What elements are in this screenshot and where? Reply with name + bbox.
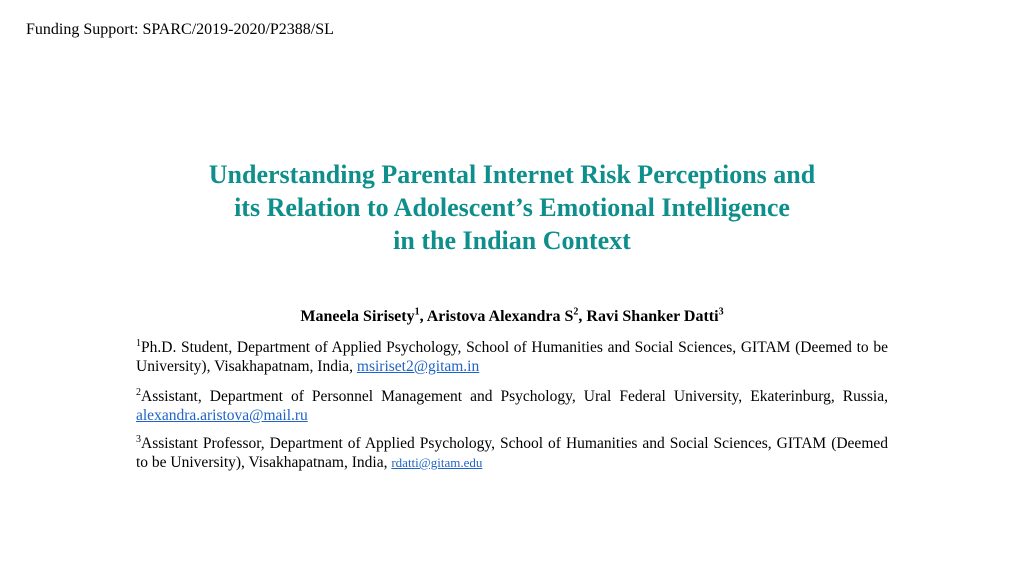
author-name: Ravi Shanker Datti xyxy=(586,308,719,325)
title-line: Understanding Parental Internet Risk Perceptions and xyxy=(208,160,816,189)
email-link[interactable]: alexandra.aristova@mail.ru xyxy=(136,407,308,424)
affiliation-mark: 2 xyxy=(136,386,141,398)
affiliation-mark: 1 xyxy=(136,337,141,349)
author-list xyxy=(0,306,1024,328)
title-line: its Relation to Adolescent’s Emotional Intelligence xyxy=(234,193,790,222)
author-affiliation-mark: 1 xyxy=(414,306,420,318)
affiliation-1 xyxy=(136,338,888,376)
author-affiliation-mark: 2 xyxy=(573,306,579,318)
author-name: Aristova Alexandra S xyxy=(426,308,574,325)
affiliation-2 xyxy=(136,387,888,425)
affiliation-text: Ph.D. Student, Department of Applied Psychology, School of Humanities and Social Sciences, GITAM (Deemed to be University), Visakhapatnam, India, xyxy=(136,339,888,375)
affiliation-text: Assistant Professor, Department of Applied Psychology, School of Humanities and Social Sciences, GITAM (Deemed to be University), Visakhapatnam, India, xyxy=(136,435,888,471)
email-link[interactable]: rdatti@gitam.edu xyxy=(391,455,483,470)
affiliation-mark: 3 xyxy=(136,433,141,445)
author-name: Maneela Sirisety xyxy=(300,308,415,325)
email-link[interactable]: msiriset2@gitam.in xyxy=(356,358,480,375)
title-line: in the Indian Context xyxy=(393,226,631,255)
affiliation-text: Assistant, Department of Personnel Management and Psychology, Ural Federal University, Ekaterinburg, Russia, xyxy=(141,388,888,405)
paper-title xyxy=(0,158,1024,257)
author-affiliation-mark: 3 xyxy=(718,306,724,318)
author-separator: , xyxy=(578,308,587,325)
author-separator: , xyxy=(419,308,427,325)
funding-support-text: Funding Support: SPARC/2019-2020/P2388/SL xyxy=(26,21,334,38)
affiliation-3 xyxy=(136,434,888,472)
